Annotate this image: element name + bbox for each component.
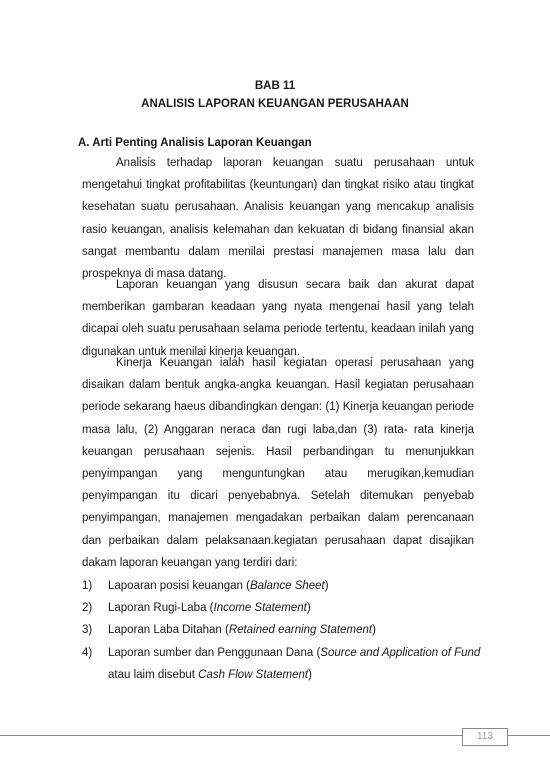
list-item-text: Lapoaran posisi keuangan ( [108,580,250,592]
list-item-emphasis: Retained earning Statement [228,624,373,637]
list-item [82,642,482,686]
list-item [82,597,482,619]
list-item-suffix: ) [324,580,329,592]
paragraph-2 [82,274,474,363]
list-item-number: 2) [82,602,93,615]
list-item-suffix: ) [306,602,311,615]
list-item-number: 3) [82,624,93,637]
list-item-emphasis: Source and Application of Fund [320,646,481,659]
paragraph-3 [82,352,474,574]
list-item-emphasis: Income Statement [213,602,307,615]
chapter-title: ANALISIS LAPORAN KEUANGAN PERUSAHAAN [141,98,409,110]
paragraph-2-text: Laporan keuangan yang disusun secara baik dan akurat dapat memberikan gambaran keadaan yang nyata mengenai hasil yang telah dicapai oleh suatu perusahaan selama periode tertentu, keadaan inilah yang digunakan untuk menilai kinerja keuangan. [82,279,474,358]
list-item-number: 1) [82,580,93,592]
paragraph-1 [82,152,474,285]
list-item-emphasis: Balance Sheet [249,580,325,592]
list-item-text: Laporan Laba Ditahan ( [108,624,229,637]
list-item-text: Laporan sumber dan Penggunaan Dana ( [108,646,321,659]
list-item-emphasis-2: Cash Flow Statement [198,668,309,681]
list-item [82,575,482,597]
page-number: 113 [462,728,508,746]
list-item-number: 4) [82,646,93,659]
list-item-text: Laporan Rugi-Laba ( [108,602,214,615]
list-item-suffix: ) [308,668,312,681]
paragraph-3-text: Kinerja Keuangan ialah hasil kegiatan operasi perusahaan yang disaikan dalam bentuk angka-angka keuangan. Hasil kegiatan perusahaan periode sekarang haeus dibandingkan dengan: (1) Kinerja keuangan periode masa lalu, (2) Anggaran neraca dan rugi laba,dan (3) rata- rata kinerja keuangan perusahaan sejenis. Hasil perbandingan tu menunjukkan penyimpangan yang menguntungkan atau merugikan,kemudian penyimpangan itu dicari penyebabnya. Setelah ditemukan penyebab penyimpangan, manajemen mengadakan perbaikan dalam perencanaan dan perbaikan dalam pelaksanaan.kegiatan perusahaan dapat disajikan dakam laporan keuangan yang terdiri dari: [82,357,474,569]
report-list [82,575,482,686]
list-item-suffix: ) [372,624,376,637]
list-item [82,619,482,641]
chapter-label: BAB 11 [254,80,296,92]
list-item-connector: atau laim disebut [108,668,199,681]
paragraph-1-text: Analisis terhadap laporan keuangan suatu perusahaan untuk mengetahui tingkat profitabilitas (keuntungan) dan tingkat risiko atau tingkat kesehatan suatu perusahaan. Analisis keuangan yang mencakup analisis rasio keuangan, analisis kelemahan dan kekuatan di bidang finansial akan sangat membantu dalam menilai prestasi manajemen masa lalu dan prospeknya di masa datang. [82,157,474,281]
section-heading: A. Arti Penting Analisis Laporan Keuangan [78,137,312,149]
